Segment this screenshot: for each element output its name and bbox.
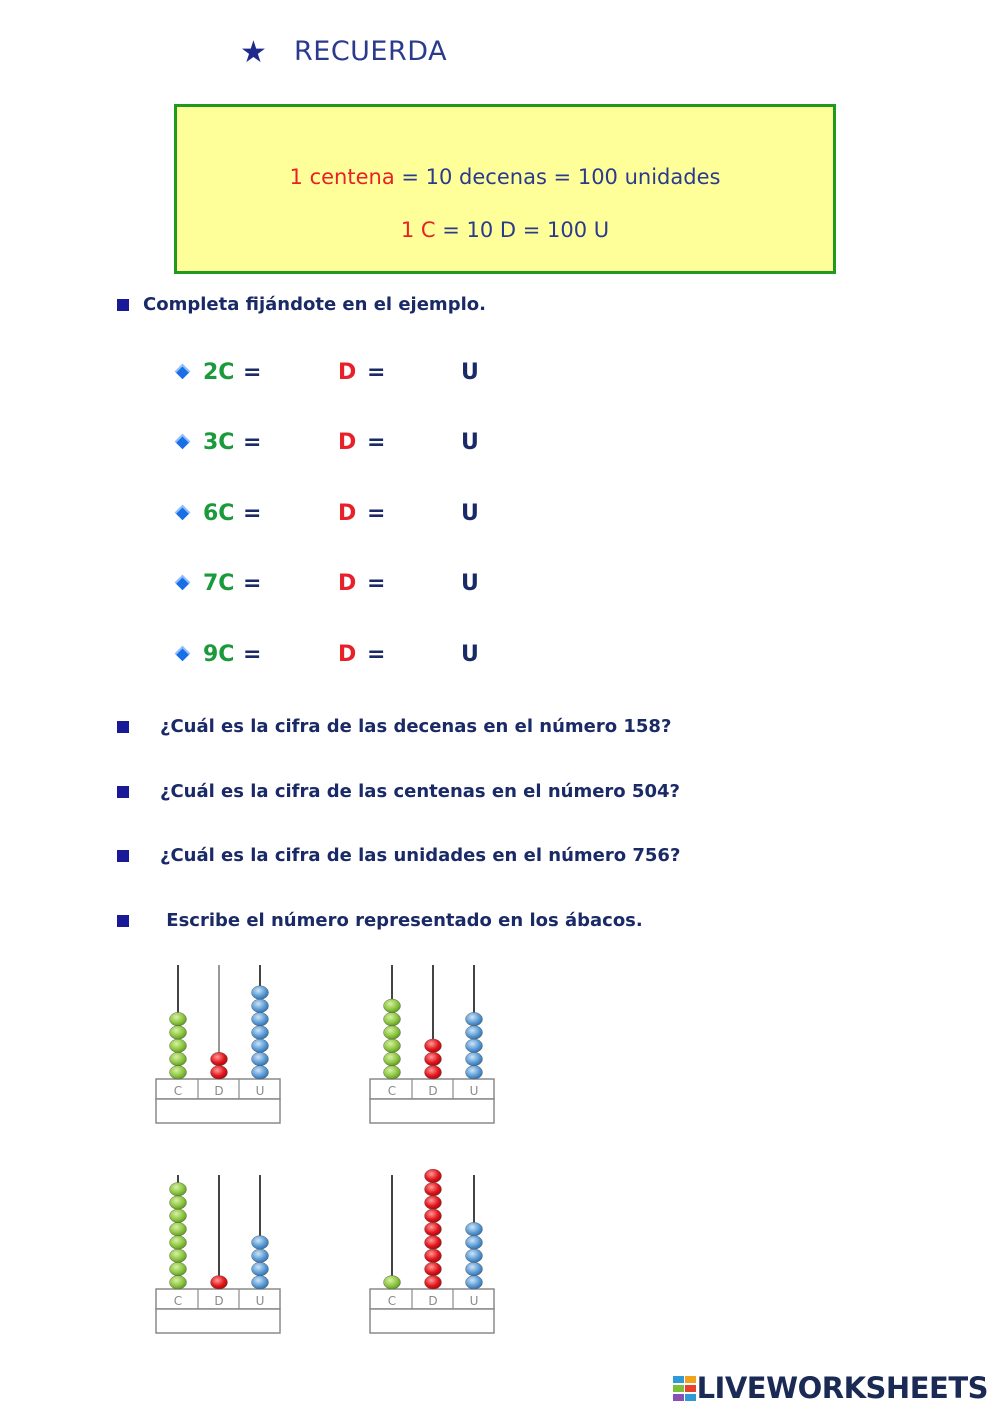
abacus-bead-d — [425, 1182, 442, 1196]
abacus — [370, 1169, 494, 1333]
abacus-bead-c — [384, 1039, 401, 1053]
remember-box — [174, 104, 836, 274]
abacus-bead-d — [425, 1236, 442, 1250]
abacus-bead-c — [170, 1196, 187, 1210]
abacus-bead-c — [384, 999, 401, 1013]
abacus-bead-u — [466, 1222, 483, 1236]
abacus-bead-c — [170, 1026, 187, 1040]
abacus-column-label: U — [255, 1084, 265, 1098]
abacus-bead-d — [211, 1052, 228, 1066]
abacus-bead-c — [170, 1209, 187, 1223]
abacus-bead-d — [425, 1222, 442, 1236]
star-icon: ★ — [240, 35, 267, 70]
row-centenas: 6C — [203, 501, 235, 526]
abacus-bead-c — [170, 1052, 187, 1066]
abacus-bead-u — [252, 999, 269, 1013]
row-equals-2: = — [367, 430, 386, 455]
abacus-bead-d — [425, 1262, 442, 1276]
abacus-bead-d — [425, 1249, 442, 1263]
abacus-bead-d — [211, 1276, 228, 1290]
row-equals-2: = — [367, 360, 386, 385]
row-centenas: 2C — [203, 360, 235, 385]
diamond-bullet-icon — [175, 434, 191, 450]
abacus-bead-c — [170, 1182, 187, 1196]
abacus-bead-c — [384, 1026, 401, 1040]
abacus-column-label: U — [469, 1294, 479, 1308]
abacus-bead-c — [170, 1262, 187, 1276]
abacus-bead-u — [252, 1236, 269, 1250]
liveworksheets-logo — [673, 1371, 988, 1405]
row-unidades: U — [461, 642, 479, 667]
remember-line-1 — [177, 165, 833, 189]
abacus-bead-c — [384, 1012, 401, 1026]
abacus-bead-u — [466, 1039, 483, 1053]
row-equals-1: = — [243, 430, 262, 455]
row-decenas: D — [338, 360, 357, 385]
abacus-column-label: D — [214, 1294, 224, 1308]
abacus-column-label: U — [255, 1294, 265, 1308]
question-unidades: ¿Cuál es la cifra de las unidades en el número 756? — [160, 845, 681, 866]
abacus-bead-u — [252, 1052, 269, 1066]
abacus-bead-d — [425, 1276, 442, 1290]
instruction-complete: Completa fijándote en el ejemplo. — [143, 294, 486, 315]
row-centenas: 9C — [203, 642, 235, 667]
row-unidades: U — [461, 360, 479, 385]
abacus-bead-c — [170, 1039, 187, 1053]
row-decenas: D — [338, 501, 357, 526]
row-equals-1: = — [243, 360, 262, 385]
row-equals-1: = — [243, 642, 262, 667]
remember-line-2-highlight: 1 C — [400, 218, 436, 242]
abacus-bead-c — [384, 1276, 401, 1290]
abacus-bead-u — [466, 1066, 483, 1080]
liveworksheets-brand: LIVEWORKSHEETS — [696, 1371, 988, 1405]
abacus-bead-u — [466, 1052, 483, 1066]
abacus-answer-box — [370, 1309, 494, 1333]
abacus-column-label: D — [428, 1084, 438, 1098]
row-unidades: U — [461, 501, 479, 526]
diamond-bullet-icon — [175, 646, 191, 662]
abacus-bead-c — [170, 1222, 187, 1236]
abacus-figure — [140, 950, 520, 1345]
row-centenas: 3C — [203, 430, 235, 455]
abacus-column-label: C — [387, 1294, 397, 1308]
abacus-bead-d — [425, 1066, 442, 1080]
abacus-column-label: D — [214, 1084, 224, 1098]
square-bullet-icon — [117, 721, 129, 733]
abacus-bead-d — [425, 1209, 442, 1223]
abacus-bead-u — [466, 1249, 483, 1263]
remember-line-1-highlight: 1 centena — [289, 165, 395, 189]
abacus-bead-u — [252, 1262, 269, 1276]
square-bullet-icon — [117, 850, 129, 862]
row-equals-2: = — [367, 571, 386, 596]
abacus-bead-d — [425, 1039, 442, 1053]
remember-line-2 — [177, 218, 833, 242]
remember-line-2-rest: = 10 D = 100 U — [435, 218, 610, 242]
row-equals-2: = — [367, 642, 386, 667]
remember-line-1-rest: = 10 decenas = 100 unidades — [394, 165, 721, 189]
page-title: RECUERDA — [294, 36, 448, 67]
abacus-bead-u — [466, 1012, 483, 1026]
abacus-bead-u — [252, 1039, 269, 1053]
diamond-bullet-icon — [175, 505, 191, 521]
abacus-bead-u — [466, 1236, 483, 1250]
square-bullet-icon — [117, 299, 129, 311]
row-decenas: D — [338, 571, 357, 596]
abacus-bead-c — [170, 1276, 187, 1290]
abacus-bead-u — [252, 1066, 269, 1080]
abacus-bead-u — [466, 1276, 483, 1290]
abacus-answer-box — [370, 1099, 494, 1123]
abacus-bead-u — [252, 1012, 269, 1026]
abacus-answer-box — [156, 1309, 280, 1333]
abacus-column-label: C — [387, 1084, 397, 1098]
abacus-bead-c — [384, 1052, 401, 1066]
abacus-bead-u — [252, 1026, 269, 1040]
row-equals-1: = — [243, 501, 262, 526]
square-bullet-icon — [117, 915, 129, 927]
abacus-bead-u — [252, 986, 269, 1000]
abacus-column-label: D — [428, 1294, 438, 1308]
abacus-bead-c — [384, 1066, 401, 1080]
row-equals-2: = — [367, 501, 386, 526]
row-unidades: U — [461, 430, 479, 455]
abacus-bead-c — [170, 1236, 187, 1250]
abacus-bead-d — [211, 1066, 228, 1080]
abacus-bead-c — [170, 1249, 187, 1263]
abacus — [370, 965, 494, 1123]
abacus-answer-box — [156, 1099, 280, 1123]
abacus-column-label: C — [173, 1084, 183, 1098]
abacus-bead-d — [425, 1196, 442, 1210]
abacus-column-label: C — [173, 1294, 183, 1308]
abacus — [156, 965, 280, 1123]
abacus-bead-u — [466, 1026, 483, 1040]
square-bullet-icon — [117, 786, 129, 798]
instruction-abacus: Escribe el número representado en los ábacos. — [160, 910, 643, 931]
diamond-bullet-icon — [175, 364, 191, 380]
abacus — [156, 1175, 280, 1333]
diamond-bullet-icon — [175, 575, 191, 591]
abacus-bead-c — [170, 1066, 187, 1080]
abacus-bead-c — [170, 1012, 187, 1026]
row-decenas: D — [338, 430, 357, 455]
abacus-bead-d — [425, 1169, 442, 1183]
liveworksheets-logo-icon — [673, 1376, 697, 1402]
abacus-bead-u — [252, 1249, 269, 1263]
abacus-column-label: U — [469, 1084, 479, 1098]
row-centenas: 7C — [203, 571, 235, 596]
question-decenas: ¿Cuál es la cifra de las decenas en el número 158? — [160, 716, 672, 737]
row-equals-1: = — [243, 571, 262, 596]
abacus-bead-u — [252, 1276, 269, 1290]
row-decenas: D — [338, 642, 357, 667]
abacus-bead-d — [425, 1052, 442, 1066]
question-centenas: ¿Cuál es la cifra de las centenas en el número 504? — [160, 781, 680, 802]
row-unidades: U — [461, 571, 479, 596]
abacus-bead-u — [466, 1262, 483, 1276]
